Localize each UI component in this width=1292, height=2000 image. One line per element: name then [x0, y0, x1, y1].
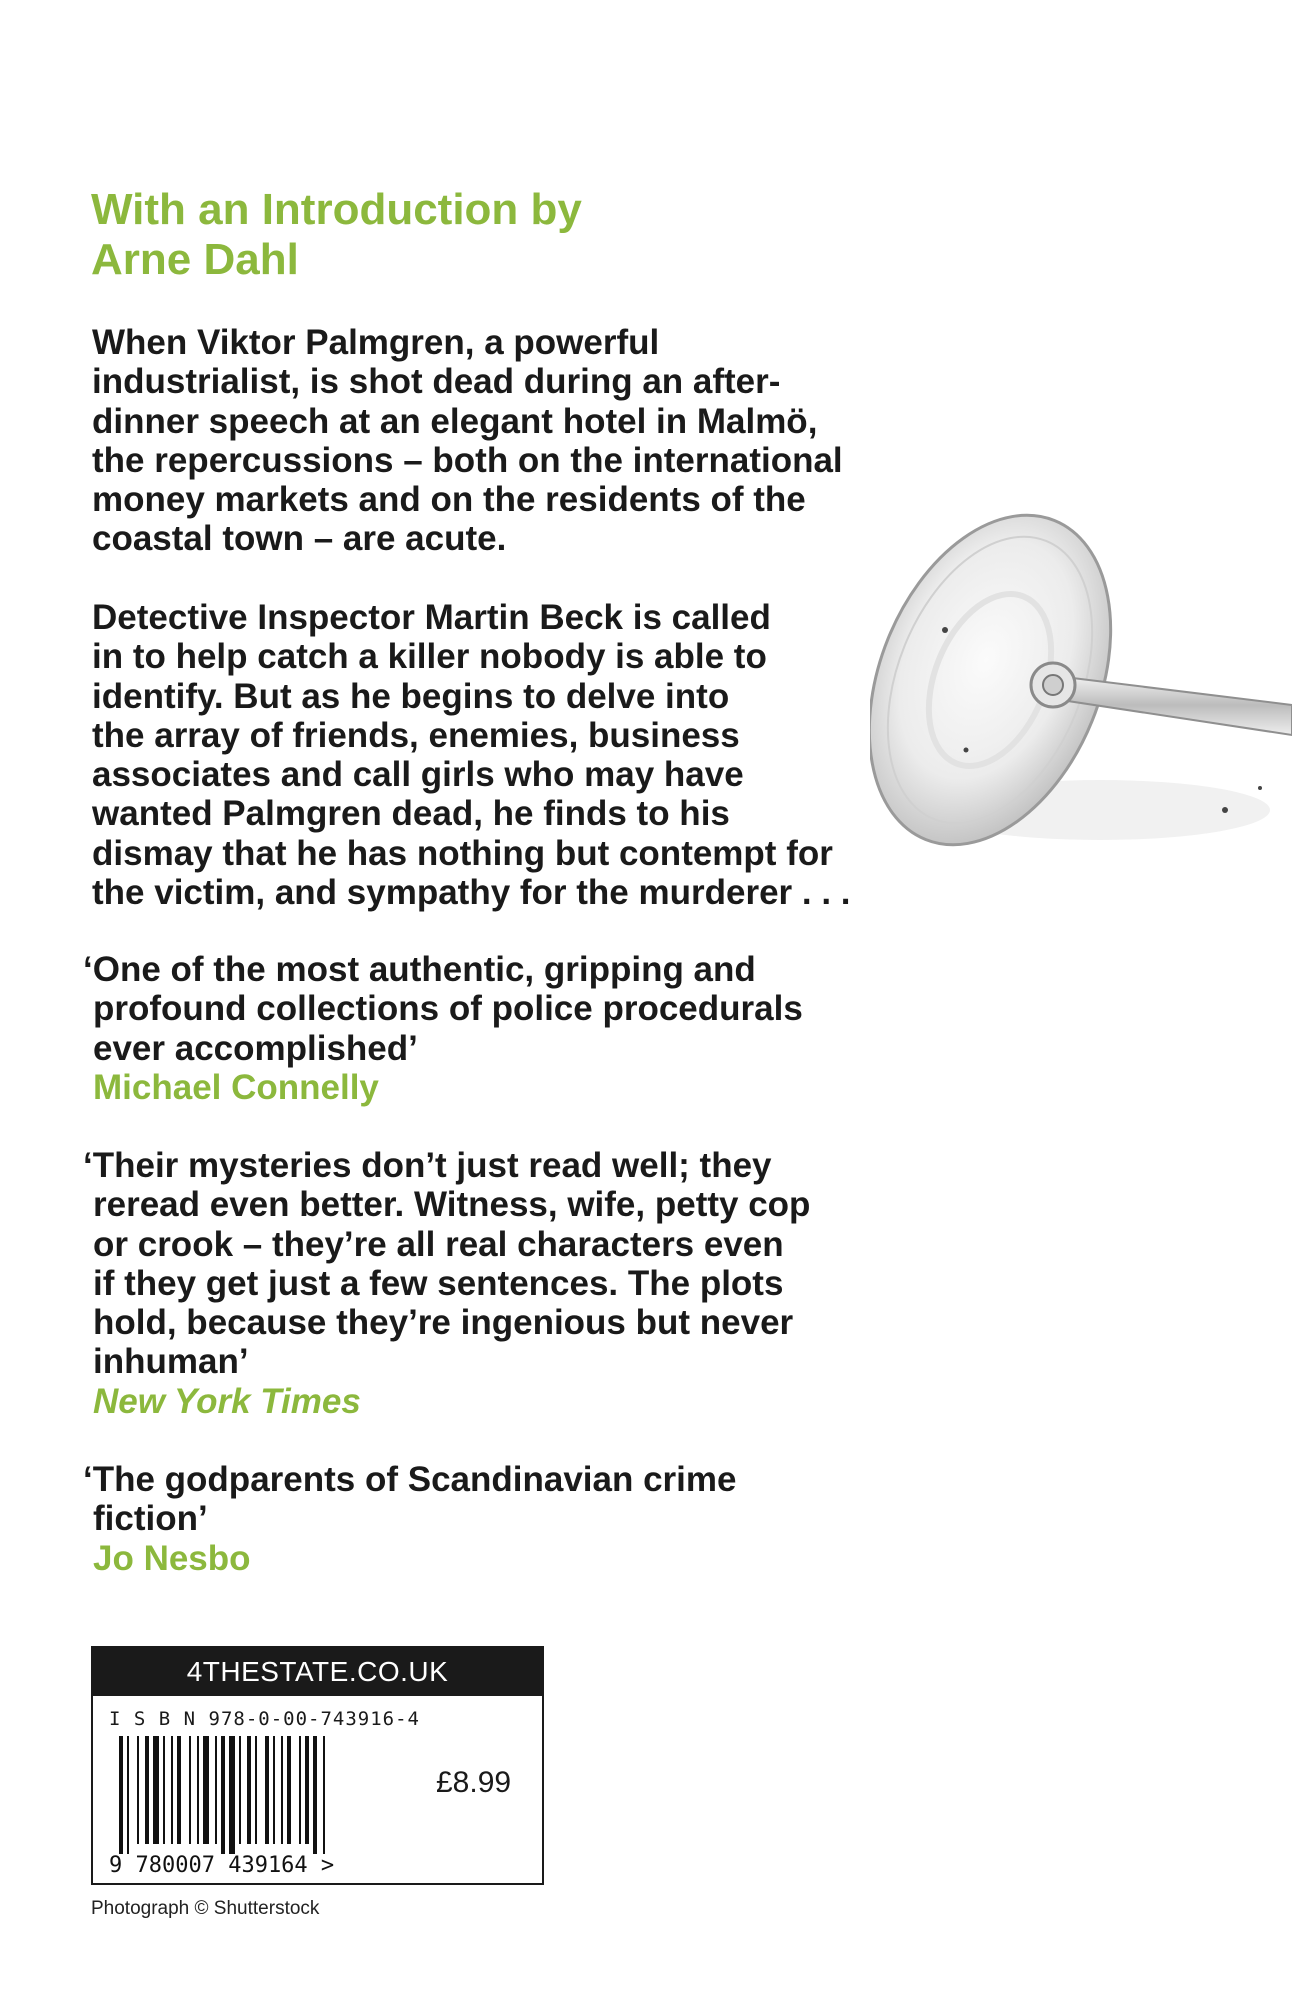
quote-line: ever accomplished’: [93, 1028, 418, 1068]
barcode-bar: [215, 1736, 217, 1844]
review-quote-connelly: [83, 950, 923, 1107]
blurb-line: wanted Palmgren dead, he finds to his: [92, 794, 730, 834]
barcode-bar: [119, 1736, 123, 1854]
review-quote-nyt: [83, 1146, 923, 1421]
barcode-bar: [177, 1736, 181, 1844]
blurb-line: in to help catch a killer nobody is able to: [92, 637, 767, 677]
barcode-bar: [229, 1736, 235, 1854]
blurb-line: When Viktor Palmgren, a powerful: [92, 323, 660, 362]
barcode-bar: [287, 1736, 291, 1844]
blurb-line: industrialist, is shot dead during an after-: [92, 362, 781, 402]
barcode-bar: [137, 1736, 139, 1844]
quote-line: profound collections of police procedurals: [93, 989, 803, 1029]
quote-line: hold, because they’re ingenious but never: [93, 1303, 794, 1343]
blurb-line: the victim, and sympathy for the murderer . . .: [92, 873, 851, 913]
barcode-bar: [239, 1736, 241, 1844]
quote-attribution: Jo Nesbo: [93, 1538, 251, 1578]
barcode-bar: [145, 1736, 149, 1844]
wine-glass-photo: [870, 470, 1292, 900]
blurb-line: the array of friends, enemies, business: [92, 715, 740, 755]
quote-line: or crook – they’re all real characters even: [93, 1224, 784, 1264]
blurb-line: dinner speech at an elegant hotel in Malmö,: [92, 401, 818, 441]
barcode-bar: [203, 1736, 209, 1844]
barcode-bar: [265, 1736, 269, 1844]
barcode-bar: [153, 1736, 159, 1844]
barcode-bar: [189, 1736, 191, 1844]
blurb-line: Detective Inspector Martin Beck is called: [92, 598, 771, 637]
blurb-line: the repercussions – both on the international: [92, 440, 843, 480]
quote-line: ‘Their mysteries don’t just read well; they: [83, 1146, 772, 1185]
publisher-website: 4THESTATE.CO.UK: [93, 1648, 542, 1696]
introduction-heading: [91, 185, 791, 285]
blurb-paragraph-2: [92, 598, 922, 912]
photo-credit: Photograph © Shutterstock: [91, 1898, 320, 1919]
blurb-line: money markets and on the residents of the: [92, 480, 806, 520]
barcode-bar: [163, 1736, 165, 1844]
blurb-line: associates and call girls who may have: [92, 755, 744, 795]
barcode-bar: [299, 1736, 301, 1844]
blurb-line: identify. But as he begins to delve into: [92, 676, 730, 716]
intro-line: With an Introduction by: [91, 185, 582, 234]
barcode-bar: [273, 1736, 275, 1844]
barcode-digits: 9 780007 439164 >: [109, 1853, 335, 1876]
barcode-bar: [305, 1736, 309, 1844]
quote-line: ‘One of the most authentic, gripping and: [83, 950, 756, 989]
blurb-paragraph-1: [92, 323, 922, 559]
review-quote-nesbo: [83, 1460, 923, 1578]
barcode-bar: [281, 1736, 283, 1844]
quote-line: fiction’: [93, 1499, 208, 1539]
barcode-bar: [171, 1736, 173, 1844]
isbn-number: I S B N 978-0-00-743916-4: [109, 1708, 420, 1730]
barcode-bar: [255, 1736, 257, 1844]
isbn-barcode-box: [91, 1646, 544, 1885]
quote-line: if they get just a few sentences. The plots: [93, 1263, 784, 1303]
price-label: £8.99: [436, 1766, 512, 1799]
barcode-bar: [313, 1736, 317, 1854]
quote-line: inhuman’: [93, 1342, 249, 1382]
barcode-bar: [323, 1736, 325, 1854]
quote-attribution: New York Times: [93, 1381, 361, 1421]
blurb-line: coastal town – are acute.: [92, 519, 507, 559]
quote-line: reread even better. Witness, wife, petty cop: [93, 1185, 811, 1225]
isbn-barcode: [107, 1736, 399, 1876]
barcode-bar: [197, 1736, 199, 1844]
intro-line: Arne Dahl: [91, 235, 299, 284]
quote-attribution: Michael Connelly: [93, 1067, 379, 1107]
barcode-bar: [247, 1736, 251, 1844]
barcode-bar: [221, 1736, 225, 1854]
quote-line: ‘The godparents of Scandinavian crime: [83, 1460, 737, 1499]
blurb-line: dismay that he has nothing but contempt for: [92, 833, 833, 873]
barcode-bar: [127, 1736, 129, 1854]
